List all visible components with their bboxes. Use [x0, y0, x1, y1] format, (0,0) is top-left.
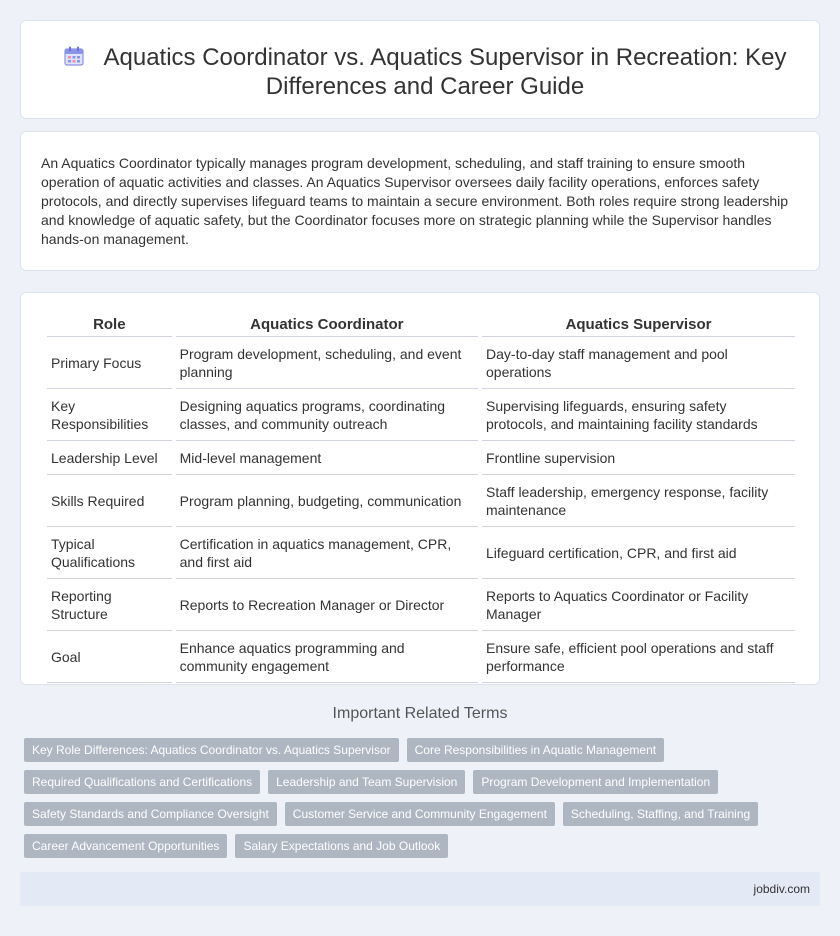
table-row — [47, 475, 795, 527]
supervisor-cell: Lifeguard certification, CPR, and first aid — [482, 527, 795, 579]
supervisor-cell: Frontline supervision — [482, 441, 795, 475]
supervisor-cell: Day-to-day staff management and pool operations — [482, 337, 795, 389]
row-label: Key Responsibilities — [47, 389, 172, 441]
table-row — [47, 441, 795, 475]
related-term-tag[interactable]: Program Development and Implementation — [473, 770, 718, 794]
footer-site-link[interactable]: jobdiv.com — [753, 882, 810, 896]
supervisor-cell: Ensure safe, efficient pool operations and staff performance — [482, 631, 795, 683]
intro-paragraph: An Aquatics Coordinator typically manages program development, scheduling, and staff training to ensure smooth operation of aquatic activities and classes. An Aquatics Supervisor oversees daily facility operations, enforces safety protocols, and directly supervises lifeguard teams to maintain a secure environment. Both roles require strong leadership and knowledge of aquatic safety, but the Coordinator focuses more on strategic planning while the Supervisor handles hands-on management. — [41, 155, 789, 247]
supervisor-cell: Reports to Aquatics Coordinator or Facility Manager — [482, 579, 795, 631]
coordinator-cell: Designing aquatics programs, coordinating classes, and community outreach — [176, 389, 478, 441]
related-term-tag[interactable]: Key Role Differences: Aquatics Coordinator vs. Aquatics Supervisor — [24, 738, 399, 762]
coordinator-cell: Mid-level management — [176, 441, 478, 475]
row-label: Reporting Structure — [47, 579, 172, 631]
header-role: Role — [47, 314, 172, 337]
row-label: Primary Focus — [47, 337, 172, 389]
table-row — [47, 389, 795, 441]
comparison-table — [43, 314, 799, 683]
table-row — [47, 337, 795, 389]
header-card — [20, 20, 820, 119]
table-row — [47, 631, 795, 683]
intro-card — [20, 131, 820, 271]
page-title — [61, 43, 789, 101]
related-term-tag[interactable]: Safety Standards and Compliance Oversight — [24, 802, 277, 826]
coordinator-cell: Certification in aquatics management, CPR, and first aid — [176, 527, 478, 579]
related-term-tag[interactable]: Required Qualifications and Certifications — [24, 770, 260, 794]
related-term-tag[interactable]: Core Responsibilities in Aquatic Management — [407, 738, 664, 762]
related-term-tag[interactable]: Career Advancement Opportunities — [24, 834, 227, 858]
coordinator-cell: Program planning, budgeting, communication — [176, 475, 478, 527]
related-term-tag[interactable]: Leadership and Team Supervision — [268, 770, 465, 794]
title-wrap — [61, 43, 789, 101]
related-term-tag[interactable]: Scheduling, Staffing, and Training — [563, 802, 758, 826]
row-label: Leadership Level — [47, 441, 172, 475]
table-header-row — [47, 314, 795, 337]
supervisor-cell: Supervising lifeguards, ensuring safety protocols, and maintaining facility standards — [482, 389, 795, 441]
row-label: Skills Required — [47, 475, 172, 527]
coordinator-cell: Program development, scheduling, and event planning — [176, 337, 478, 389]
header-coordinator: Aquatics Coordinator — [176, 314, 478, 337]
supervisor-cell: Staff leadership, emergency response, facility maintenance — [482, 475, 795, 527]
related-terms-title: Important Related Terms — [332, 705, 508, 722]
related-term-tag[interactable]: Customer Service and Community Engagement — [285, 802, 555, 826]
page-title-text: Aquatics Coordinator vs. Aquatics Supervisor in Recreation: Key Differences and Career Guide — [103, 44, 787, 100]
footer — [20, 872, 820, 906]
header-supervisor: Aquatics Supervisor — [482, 314, 795, 337]
row-label: Goal — [47, 631, 172, 683]
row-label: Typical Qualifications — [47, 527, 172, 579]
related-terms-tags — [24, 738, 814, 858]
coordinator-cell: Reports to Recreation Manager or Director — [176, 579, 478, 631]
table-row — [47, 579, 795, 631]
comparison-table-card — [20, 292, 820, 685]
table-row — [47, 527, 795, 579]
coordinator-cell: Enhance aquatics programming and community engagement — [176, 631, 478, 683]
calendar-icon — [63, 45, 85, 67]
related-term-tag[interactable]: Salary Expectations and Job Outlook — [235, 834, 448, 858]
